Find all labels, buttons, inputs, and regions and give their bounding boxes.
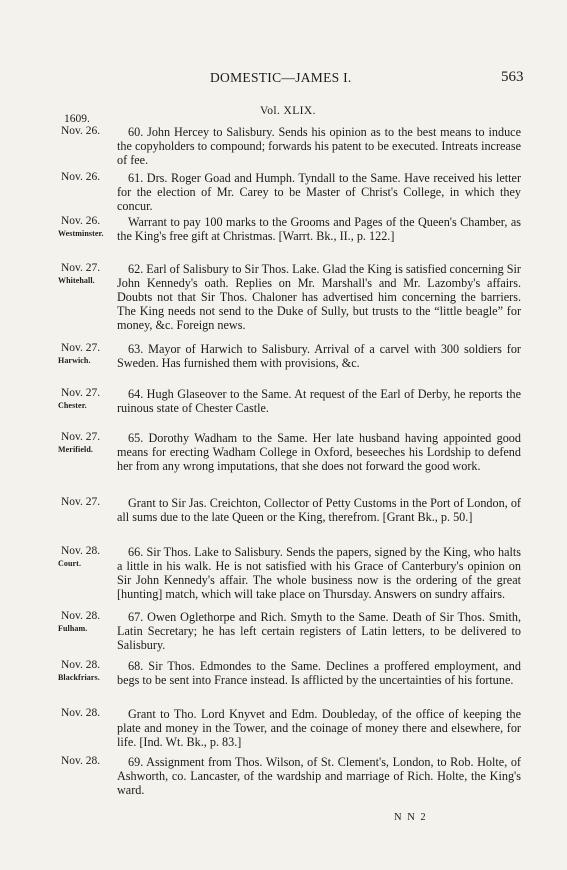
entry-date: Nov. 28. xyxy=(61,755,101,767)
entry-place: Whitehall. xyxy=(58,276,95,285)
entry-place: Blackfriars. xyxy=(58,673,100,682)
page-number: 563 xyxy=(501,69,524,85)
entry-date: Nov. 26. xyxy=(61,215,101,227)
entry-place: Chester. xyxy=(58,401,87,410)
entry-text: 60. John Hercey to Salisbury. Sends his opinion as to the best means to induce the copyholders to compound; forwards his patent to be executed. Intreats increase of fee. xyxy=(117,125,521,167)
entry-date: Nov. 27. xyxy=(61,262,101,274)
entry-date: Nov. 28. xyxy=(61,707,101,719)
entry-text: 69. Assignment from Thos. Wilson, of St. Clement's, London, to Rob. Holte, of Ashworth, co. Lancaster, of the wardship and marriage of Rich. Holte, the King's ward. xyxy=(117,755,521,797)
entry-text: Grant to Tho. Lord Knyvet and Edm. Doubleday, of the office of keeping the plate and money in the Tower, and the coinage of money there and elsewhere, for life. [Ind. Wt. Bk., p. 83.] xyxy=(117,707,521,749)
entry-date: Nov. 27. xyxy=(61,342,101,354)
entry-text: 67. Owen Oglethorpe and Rich. Smyth to the Same. Death of Sir Thos. Smith, Latin Secretary; he has left certain registers of Latin letters, to be delivered to Salisbury. xyxy=(117,610,521,652)
entry-text: 64. Hugh Glaseover to the Same. At request of the Earl of Derby, he reports the ruinous state of Chester Castle. xyxy=(117,387,521,415)
entry-date: Nov. 27. xyxy=(61,431,101,443)
entry-text: Grant to Sir Jas. Creichton, Collector of Petty Customs in the Port of London, of all sums due to the late Queen or the King, therefrom. [Grant Bk., p. 50.] xyxy=(117,496,521,524)
entry-date: Nov. 27. xyxy=(61,496,101,508)
running-title: DOMESTIC—JAMES I. xyxy=(210,70,352,85)
entry-text: 68. Sir Thos. Edmondes to the Same. Declines a proffered employment, and begs to be sent into France instead. Is afflicted by the uncertainties of his fortune. xyxy=(117,659,521,687)
entry-date: Nov. 26. xyxy=(61,171,101,183)
year-label: 1609. xyxy=(64,113,90,125)
entry-text: Warrant to pay 100 marks to the Grooms and Pages of the Queen's Chamber, as the King's free gift at Christmas. [Warrt. Bk., II., p. 122.] xyxy=(117,215,521,243)
entry-place: Court. xyxy=(58,559,82,568)
entry-place: Westminster. xyxy=(58,229,104,238)
entry-date: Nov. 27. xyxy=(61,387,101,399)
entry-place: Merifield. xyxy=(58,445,93,454)
entry-date: Nov. 28. xyxy=(61,545,101,557)
entry-place: Fulham. xyxy=(58,624,88,633)
entry-text: 62. Earl of Salisbury to Sir Thos. Lake. Glad the King is satisfied concerning Sir John Kennedy's oath. Replies on Mr. Marshall's and Mr. Lazomby's affairs. Doubts not that Sir Thos. Chaloner has advertised him concerning the barriers. The King needs not send to the Duke of Sully, but trusts to the “little beagle” for money, &c. Foreign news. xyxy=(117,262,521,332)
entry-date: Nov. 28. xyxy=(61,659,101,671)
volume-heading: Vol. XLIX. xyxy=(260,105,316,117)
entry-text: 66. Sir Thos. Lake to Salisbury. Sends the papers, signed by the King, who halts a little in his walk. He is not satisfied with his Grace of Canterbury's opinion on Sir John Kennedy's affair. The whole business now is the ordering of the great [hunting] match, which will take place on Thursday. Answers on sundry affairs. xyxy=(117,545,521,601)
entry-text: 63. Mayor of Harwich to Salisbury. Arrival of a carvel with 300 soldiers for Sweden. Has furnished them with provisions, &c. xyxy=(117,342,521,370)
entry-place: Harwich. xyxy=(58,356,91,365)
entry-date: Nov. 26. xyxy=(61,125,101,137)
entry-text: 61. Drs. Roger Goad and Humph. Tyndall to the Same. Have received his letter for the election of Mr. Carey to be Master of Christ's College, in which they concur. xyxy=(117,171,521,213)
entry-text: 65. Dorothy Wadham to the Same. Her late husband having appointed good means for erecting Wadham College in Oxford, beseeches his Lordship to defend her from any wrong imputations, that she does not forward the good work. xyxy=(117,431,521,473)
entry-date: Nov. 28. xyxy=(61,610,101,622)
signature-mark: N N 2 xyxy=(394,812,428,823)
